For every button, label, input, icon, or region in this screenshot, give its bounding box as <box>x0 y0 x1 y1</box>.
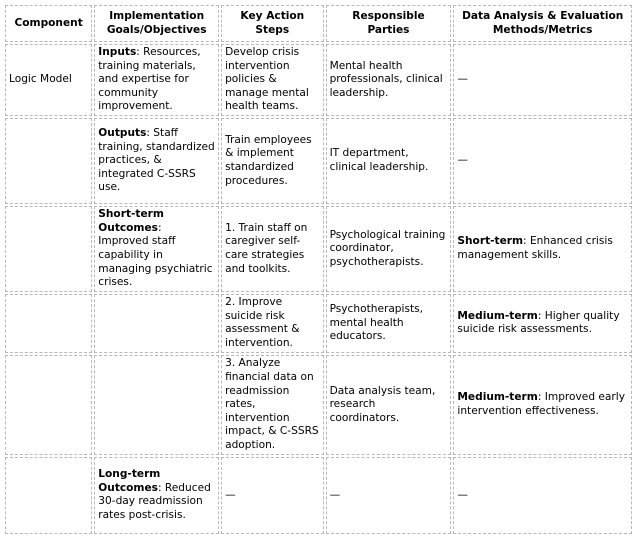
metric-text: — <box>457 73 468 86</box>
steps-cell: 1. Train staff on caregiver self-care strategies and toolkits. <box>221 206 323 292</box>
parties-cell: Psychological training coordinator, psychotherapists. <box>326 206 452 292</box>
table-row <box>5 294 632 353</box>
metric-text: — <box>457 488 468 501</box>
metric-cell <box>453 118 632 204</box>
header-steps: Key Action Steps <box>221 5 323 42</box>
goal-cell <box>94 118 219 204</box>
goal-label: Outputs <box>98 126 147 139</box>
goal-text: : Resources, training materials, and expertise for community improvement. <box>98 46 201 113</box>
metric-cell <box>453 206 632 292</box>
metric-cell <box>453 355 632 455</box>
table-row <box>5 44 632 116</box>
table-row <box>5 118 632 204</box>
metric-cell <box>453 457 632 534</box>
metric-text: — <box>457 154 468 167</box>
metric-cell <box>453 44 632 116</box>
metric-label: Medium-term <box>457 309 538 322</box>
goal-cell <box>94 355 219 455</box>
table-row <box>5 206 632 292</box>
parties-cell: IT department, clinical leadership. <box>326 118 452 204</box>
metric-text: : Enhanced crisis management skills. <box>457 235 613 261</box>
metric-label: Medium-term <box>457 391 538 404</box>
component-cell: Logic Model <box>5 44 92 116</box>
metric-cell <box>453 294 632 353</box>
table-header-row <box>5 5 632 42</box>
header-metrics: Data Analysis & Evaluation Methods/Metrics <box>453 5 632 42</box>
goal-cell <box>94 44 219 116</box>
goal-label: Long-term Outcomes <box>98 468 161 494</box>
goal-cell <box>94 457 219 534</box>
goal-label: Inputs <box>98 46 137 58</box>
table-row <box>5 457 632 534</box>
goal-text: : Reduced 30-day readmission rates post-crisis. <box>98 481 211 522</box>
component-cell <box>5 206 92 292</box>
goal-text: : Improved staff capability in managing psychiatric crises. <box>98 221 213 289</box>
metric-label: Short-term <box>457 235 524 248</box>
goal-label: Short-term Outcomes <box>98 208 164 234</box>
parties-cell: Mental health professionals, clinical leadership. <box>326 44 452 116</box>
implementation-plan-table <box>3 3 634 536</box>
header-parties: Responsible Parties <box>326 5 452 42</box>
component-cell <box>5 355 92 455</box>
component-cell <box>5 457 92 534</box>
header-component: Component <box>5 5 92 42</box>
goal-text: : Staff training, standardized practices, & integrated C-SSRS use. <box>98 126 215 194</box>
steps-cell: Train employees & implement standardized procedures. <box>221 118 323 204</box>
steps-cell: 3. Analyze financial data on readmission rates, intervention impact, & C-SSRS adoption. <box>221 355 323 455</box>
steps-cell: — <box>221 457 323 534</box>
component-cell <box>5 294 92 353</box>
metric-text: : Improved early intervention effectiveness. <box>457 391 625 417</box>
steps-cell: Develop crisis intervention policies & manage mental health teams. <box>221 44 323 116</box>
parties-cell: Psychotherapists, mental health educators. <box>326 294 452 353</box>
goal-cell <box>94 294 219 353</box>
metric-text: : Higher quality suicide risk assessments. <box>457 309 620 336</box>
component-cell <box>5 118 92 204</box>
parties-cell: Data analysis team, research coordinators. <box>326 355 452 455</box>
parties-cell: — <box>326 457 452 534</box>
goal-cell <box>94 206 219 292</box>
steps-cell: 2. Improve suicide risk assessment & intervention. <box>221 294 323 353</box>
table-row <box>5 355 632 455</box>
header-goals: Implementation Goals/Objectives <box>94 5 219 42</box>
